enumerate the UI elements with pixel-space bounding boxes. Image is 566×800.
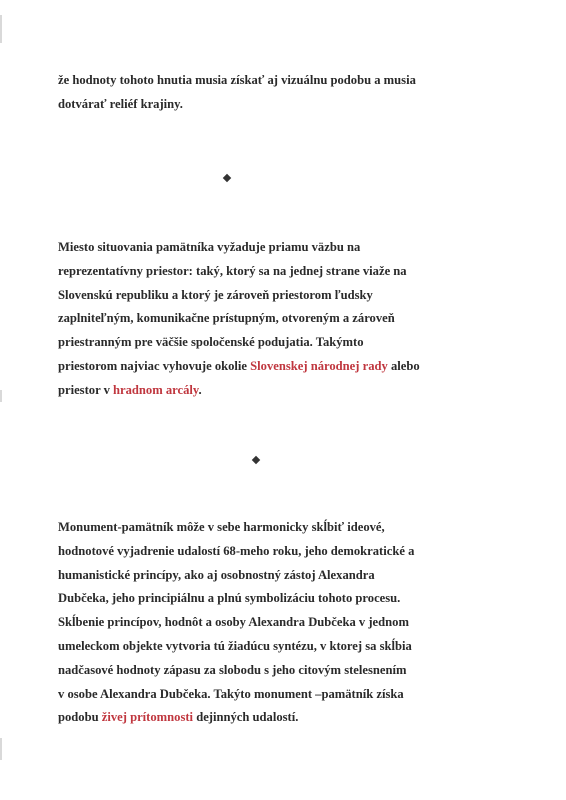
separator-diamond xyxy=(252,456,260,464)
text-segment: nadčasové hodnoty zápasu za slobodu s jeho citovým stelesnením xyxy=(58,662,407,677)
text-segment: Slovenskú republiku a ktorý je zároveň priestorom ľudsky xyxy=(58,287,373,302)
text-segment: Skĺbenie princípov, hodnôt a osoby Alexandra Dubčeka v jednom xyxy=(58,615,409,630)
text-line xyxy=(58,331,498,355)
text-line xyxy=(58,635,498,659)
text-line xyxy=(58,564,498,588)
text-line xyxy=(58,706,498,730)
text-segment: Miesto situovania pamätníka vyžaduje priamu väzbu na xyxy=(58,240,361,254)
text-line xyxy=(58,260,498,284)
text-line xyxy=(58,379,498,403)
text-segment: podobu xyxy=(58,710,102,725)
text-line xyxy=(58,284,498,308)
scan-edge-mark xyxy=(0,15,2,43)
text-line xyxy=(58,69,498,93)
text-segment: . xyxy=(198,382,202,397)
text-line xyxy=(58,683,498,707)
text-segment: dejinných udalostí. xyxy=(193,710,299,725)
text-line xyxy=(58,355,498,379)
scan-edge-mark xyxy=(0,738,2,760)
text-segment: priestorom najviac vyhovuje okolie xyxy=(58,358,251,373)
text-segment: reprezentatívny priestor: taký, ktorý sa na jednej strane viaže na xyxy=(58,263,407,278)
text-line xyxy=(58,659,498,683)
paragraph-3 xyxy=(58,516,498,730)
text-segment: hodnotové vyjadrenie udalostí 68-meho roku, jeho demokratické a xyxy=(58,543,415,558)
text-segment: alebo xyxy=(387,358,420,373)
paragraph-1 xyxy=(58,69,498,117)
scan-edge-mark xyxy=(0,390,2,402)
text-line xyxy=(58,587,498,611)
text-segment: priestor v xyxy=(58,382,114,397)
text-line xyxy=(58,307,498,331)
text-line xyxy=(58,93,498,117)
text-segment: v osobe Alexandra Dubčeka. Takýto monument –pamätník získa xyxy=(58,686,404,701)
text-segment: že hodnoty tohoto hnutia musia získať aj vizuálnu podobu a musia xyxy=(58,73,416,87)
paragraph-2 xyxy=(58,236,498,403)
highlighted-phrase: hradnom arcály xyxy=(113,382,199,397)
text-line xyxy=(58,516,498,540)
text-segment: priestranným pre väčšie spoločenské podujatia. Takýmto xyxy=(58,335,364,350)
separator-diamond xyxy=(223,174,231,182)
text-line xyxy=(58,236,498,260)
text-segment: umeleckom objekte vytvoria tú žiadúcu syntézu, v ktorej sa skĺbia xyxy=(58,638,412,653)
text-segment: zaplniteľným, komunikačne prístupným, otvoreným a zároveň xyxy=(58,311,395,326)
text-segment: humanistické princípy, ako aj osobnostný zástoj Alexandra xyxy=(58,567,375,582)
text-line xyxy=(58,611,498,635)
text-segment: Monument-pamätník môže v sebe harmonicky skĺbiť ideové, xyxy=(58,520,385,534)
text-segment: dotvárať reliéf krajiny. xyxy=(58,96,183,111)
text-segment: Dubčeka, jeho principiálnu a plnú symbolizáciu tohoto procesu. xyxy=(58,591,401,606)
highlighted-phrase: živej prítomnosti xyxy=(101,710,194,725)
highlighted-phrase: Slovenskej národnej rady xyxy=(250,358,388,373)
text-line xyxy=(58,540,498,564)
